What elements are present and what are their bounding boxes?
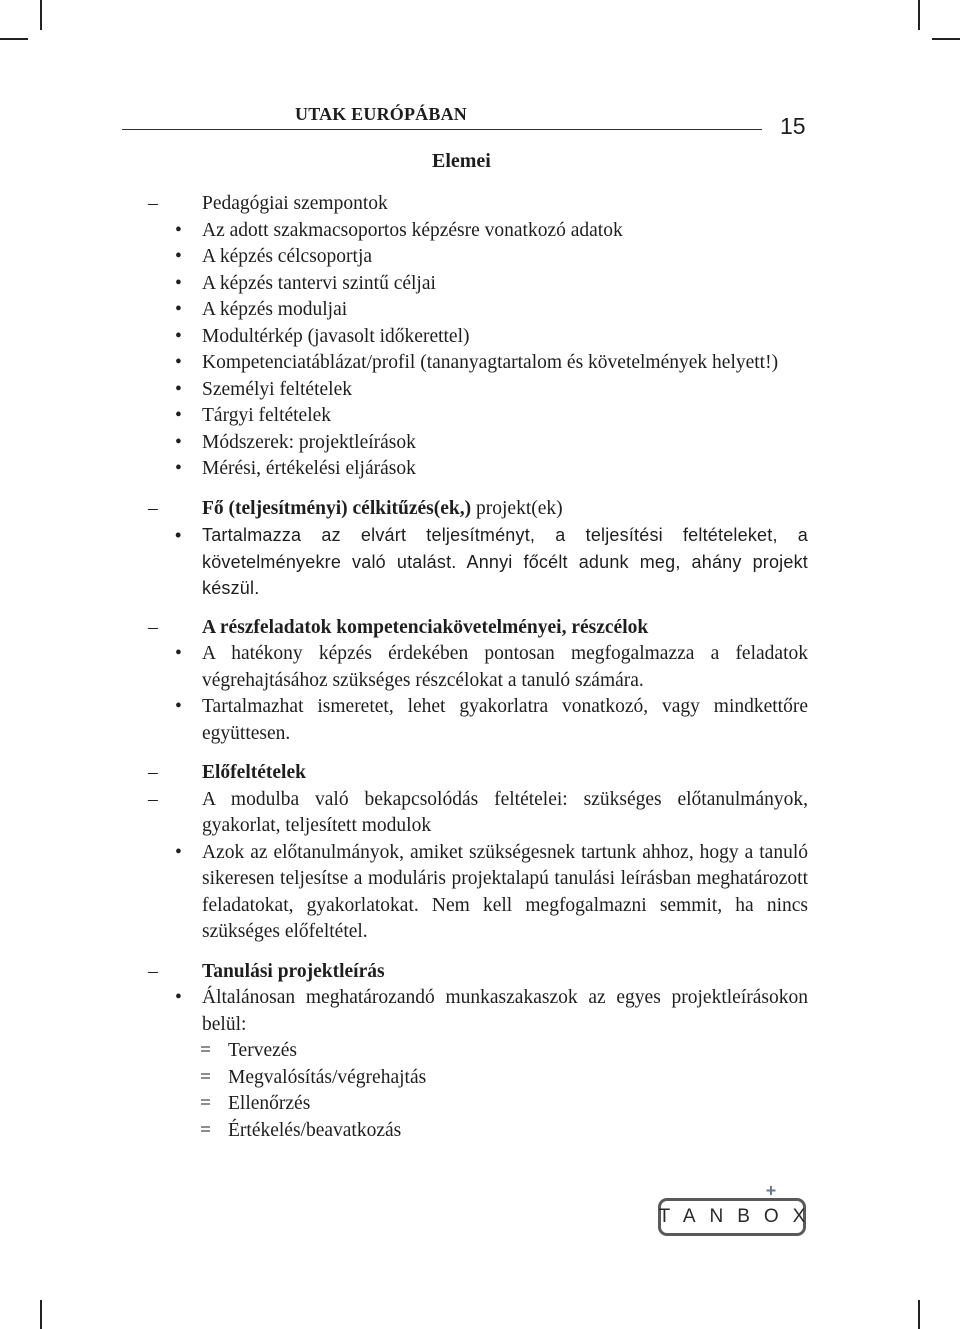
- list-text: Azok az előtanulmányok, amiket szükségesnek tartunk ahhoz, hogy a tanuló sikeresen teljesítse a moduláris projektalapú tanulási leírásban meghatározott feladatokat, gyakorlatokat. Nem kell megfogalmazni semmit, ha nincs szükséges előfeltétel.: [202, 841, 808, 942]
- content-list: [148, 191, 808, 1144]
- list-text: Tárgyi feltételek: [202, 405, 332, 426]
- list-marker: =: [200, 1093, 211, 1114]
- list-marker: •: [175, 643, 182, 664]
- list-text: Az adott szakmacsoportos képzésre vonatkozó adatok: [202, 219, 623, 241]
- list-text: Pedagógiai szempontok: [202, 193, 388, 214]
- list-marker: –: [148, 960, 158, 982]
- list-text: Megvalósítás/végrehajtás: [228, 1066, 427, 1088]
- list-marker: =: [200, 1119, 211, 1141]
- list-item: [148, 641, 808, 694]
- list-text: Személyi feltételek: [202, 378, 352, 400]
- list-item: [148, 244, 808, 271]
- list-text: A modulba való bekapcsolódás feltételei: szükséges előtanulmányok, gyakorlat, teljesített modulok: [202, 788, 808, 836]
- list-text: A részfeladatok kompetenciakövetelményei, részcélok: [202, 616, 649, 638]
- list-text: Fő (teljesítményi) célkitűzés(ek,): [202, 497, 472, 519]
- list-item: [148, 350, 808, 377]
- list-text: A hatékony képzés érdekében pontosan megfogalmazza a feladatok végrehajtásához szükséges részcélokat a tanuló számára.: [202, 643, 808, 691]
- list-text: Tanulási projektleírás: [202, 960, 385, 982]
- list-marker: •: [175, 431, 182, 453]
- list-marker: –: [148, 762, 158, 783]
- list-item: [148, 403, 808, 430]
- list-item: [148, 840, 808, 946]
- list-text: Módszerek: projektleírások: [202, 431, 416, 453]
- list-text: A képzés moduljai: [202, 299, 348, 320]
- list-marker: =: [200, 1040, 211, 1061]
- running-title: UTAK EURÓPÁBAN: [295, 104, 467, 124]
- list-text: Mérési, értékelési eljárások: [202, 458, 416, 479]
- tanbox-logo: [658, 1198, 820, 1236]
- list-text: Tartalmazza az elvárt teljesítményt, a teljesítési feltételeket, a követelményekre való utalást. Annyi főcélt adunk meg, ahány projekt készül.: [202, 525, 808, 598]
- list-marker: =: [200, 1066, 211, 1088]
- list-item: [148, 324, 808, 351]
- sub-list-item: [148, 1038, 808, 1065]
- list-text-tail: projekt(ek): [471, 497, 563, 519]
- list-text: Ellenőrzés: [228, 1093, 311, 1114]
- list-marker: –: [148, 788, 158, 810]
- list-marker: •: [175, 525, 182, 545]
- list-text: Kompetenciatáblázat/profil (tananyagtartalom és követelmények helyett!): [202, 352, 779, 373]
- list-marker: •: [175, 272, 182, 294]
- list-marker: •: [175, 405, 182, 426]
- list-marker: •: [175, 696, 182, 717]
- list-marker: •: [175, 219, 182, 241]
- list-text: Tartalmazhat ismeretet, lehet gyakorlatra vonatkozó, vagy mindkettőre együttesen.: [202, 696, 808, 744]
- list-item: [148, 377, 808, 404]
- list-text: Értékelés/beavatkozás: [228, 1119, 402, 1141]
- list-text: A képzés célcsoportja: [202, 246, 373, 267]
- list-text: A képzés tantervi szintű céljai: [202, 272, 436, 294]
- crop-mark: [918, 1300, 920, 1329]
- page-header: [122, 100, 762, 132]
- list-text: Modultérkép (javasolt időkerettel): [202, 325, 470, 347]
- list-heading: [148, 787, 808, 840]
- list-marker: •: [175, 246, 182, 267]
- list-heading: [148, 760, 808, 787]
- list-marker: –: [148, 193, 158, 214]
- list-marker: •: [175, 841, 182, 863]
- list-text: Tervezés: [228, 1040, 298, 1061]
- crop-mark: [932, 38, 960, 40]
- list-item: [148, 297, 808, 324]
- crop-mark: [0, 38, 28, 40]
- section-heading: Elemei: [432, 150, 491, 172]
- list-heading: [148, 959, 808, 986]
- tanbox-logo-text: TANBOX: [658, 1206, 820, 1227]
- crop-mark: [40, 0, 42, 30]
- list-item: [148, 430, 808, 457]
- list-item: [148, 271, 808, 298]
- crop-mark: [40, 1300, 42, 1329]
- list-marker: –: [148, 616, 158, 638]
- list-marker: •: [175, 987, 182, 1008]
- list-marker: •: [175, 458, 182, 479]
- list-text: Előfeltételek: [202, 762, 306, 783]
- list-marker: •: [175, 325, 182, 347]
- header-rule: [122, 129, 762, 130]
- list-item: [148, 218, 808, 245]
- list-heading: [148, 191, 808, 218]
- list-heading: [148, 615, 808, 642]
- crop-mark: [918, 0, 920, 30]
- list-marker: –: [148, 497, 158, 519]
- list-heading: [148, 496, 808, 523]
- list-item: [148, 456, 808, 483]
- page-number: 15: [780, 113, 806, 139]
- list-item: [148, 522, 808, 602]
- sub-list-item: [148, 1118, 808, 1145]
- list-text: Általánosan meghatározandó munkaszakaszok az egyes projektleírásokon belül:: [202, 987, 808, 1035]
- list-marker: •: [175, 299, 182, 320]
- list-item: [148, 985, 808, 1038]
- list-item: [148, 694, 808, 747]
- list-marker: •: [175, 378, 182, 400]
- list-marker: •: [175, 352, 182, 373]
- sub-list-item: [148, 1091, 808, 1118]
- sub-list-item: [148, 1065, 808, 1092]
